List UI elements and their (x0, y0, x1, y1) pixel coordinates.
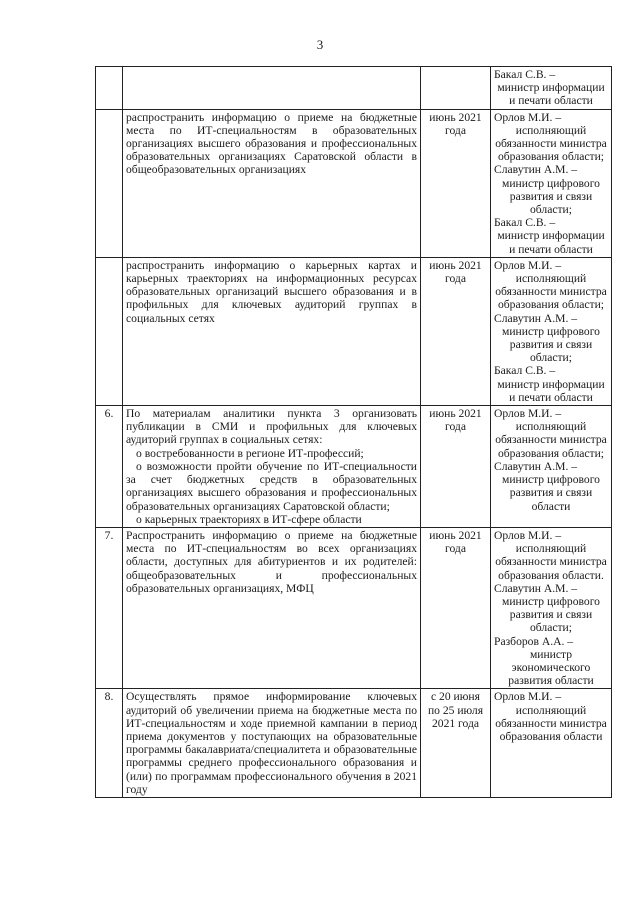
row-deadline (421, 67, 491, 110)
responsible-role: исполняющий обязанности министра образования области; (495, 420, 607, 460)
row-number: 8. (96, 689, 123, 798)
responsible-name: Орлов М.И. – (494, 528, 562, 542)
row-description (123, 527, 421, 688)
row-number: 7. (96, 527, 123, 688)
description-text: По материалам аналитики пункта 3 организовать публикации в СМИ и профильных для ключевых аудиторий группах в социальных сетях: (126, 407, 417, 447)
responsible-role: исполняющий обязанности министра образования области. (495, 542, 607, 582)
row-deadline: с 20 июня по 25 июля 2021 года (421, 689, 491, 798)
description-text: Распространить информацию о приеме на бюджетные места по ИТ-специальностям во всех организациях области, доступных для абитуриентов и их родителей: общеобразовательных и профессиональных образовательных организациях, МФЦ (126, 528, 417, 595)
responsible-name: Славутин А.М. – (494, 581, 578, 595)
responsible-name: Славутин А.М. – (494, 163, 578, 177)
row-number (96, 257, 123, 405)
responsible-name: Разборов А.А. – (494, 634, 574, 648)
description-subitem: о востребованности в регионе ИТ-профессий; (136, 446, 364, 460)
responsible-name: Бакал С.В. – (494, 68, 556, 81)
responsible-role: министр информации и печати области (497, 377, 605, 404)
responsible-name: Орлов М.И. – (494, 258, 562, 272)
responsible-role: министр экономического развития области (508, 647, 594, 688)
row-description (123, 689, 421, 798)
responsible-role: министр цифрового развития и связи области; (502, 176, 600, 217)
responsible-role: министр информации и печати области (497, 81, 605, 108)
row-deadline: июнь 2021 года (421, 109, 491, 257)
row-responsible (491, 257, 612, 405)
responsible-role: исполняющий обязанности министра образования области (495, 703, 607, 743)
row-number: 6. (96, 406, 123, 528)
responsible-role: министр цифрового развития и связи области; (502, 324, 600, 365)
row-description (123, 257, 421, 405)
row-deadline: июнь 2021 года (421, 406, 491, 528)
description-subitem: о возможности пройти обучение по ИТ-специальности за счет бюджетных средств в образовательных организациях высшего образования и профессиональных образовательных организациях Саратовской области; (126, 459, 417, 513)
table-row (96, 527, 612, 688)
description-text: распространить информацию о карьерных картах и карьерных траекториях на информационных ресурсах образовательных организаций высшего образования и в профильных для ключевых аудиторий группах в социальных сетях (126, 258, 417, 325)
responsible-name: Славутин А.М. – (494, 459, 578, 473)
row-responsible (491, 689, 612, 798)
row-description (123, 406, 421, 528)
responsible-name: Орлов М.И. – (494, 690, 562, 704)
row-responsible (491, 109, 612, 257)
description-subitem: о карьерных траекториях в ИТ-сфере области (136, 512, 362, 526)
table-row (96, 109, 612, 257)
row-responsible (491, 527, 612, 688)
responsible-name: Орлов М.И. – (494, 407, 562, 421)
responsible-role: исполняющий обязанности министра образования области; (495, 123, 607, 164)
row-deadline: июнь 2021 года (421, 257, 491, 405)
table-row (96, 689, 612, 798)
row-responsible (491, 67, 612, 110)
description-text: Осуществлять прямое информирование ключевых аудиторий об увеличении приема на бюджетные места по ИТ-специальностям и ходе приемной кампании в период приема документов у поступающих на образовательные программы бакалавриата/специалитета и образовательные программы среднего профессионального образования и (или) по программам профессионального обучения в 2021 году (126, 690, 417, 796)
page-number: 3 (316, 37, 324, 52)
responsible-role: министр цифрового развития и связи области; (502, 594, 600, 635)
responsible-role: министр цифрового развития и связи области (502, 473, 600, 513)
row-number (96, 109, 123, 257)
responsible-role: министр информации и печати области (497, 229, 605, 256)
responsible-name: Бакал С.В. – (494, 364, 556, 378)
responsible-name: Орлов М.И. – (494, 110, 562, 124)
row-deadline: июнь 2021 года (421, 527, 491, 688)
row-description (123, 67, 421, 110)
table-row (96, 67, 612, 110)
row-number (96, 67, 123, 110)
responsible-name: Славутин А.М. – (494, 311, 578, 325)
table-row (96, 257, 612, 405)
responsible-role: исполняющий обязанности министра образования области; (495, 272, 607, 312)
responsible-name: Бакал С.В. – (494, 216, 556, 230)
row-description (123, 109, 421, 257)
table-row (96, 406, 612, 528)
row-responsible (491, 406, 612, 528)
description-text: распространить информацию о приеме на бюджетные места по ИТ-специальностям в образовательных организациях высшего образования и профессиональных образовательных организациях Саратовской области в общеобразовательных организациях (126, 110, 417, 177)
action-plan-table (95, 66, 612, 798)
